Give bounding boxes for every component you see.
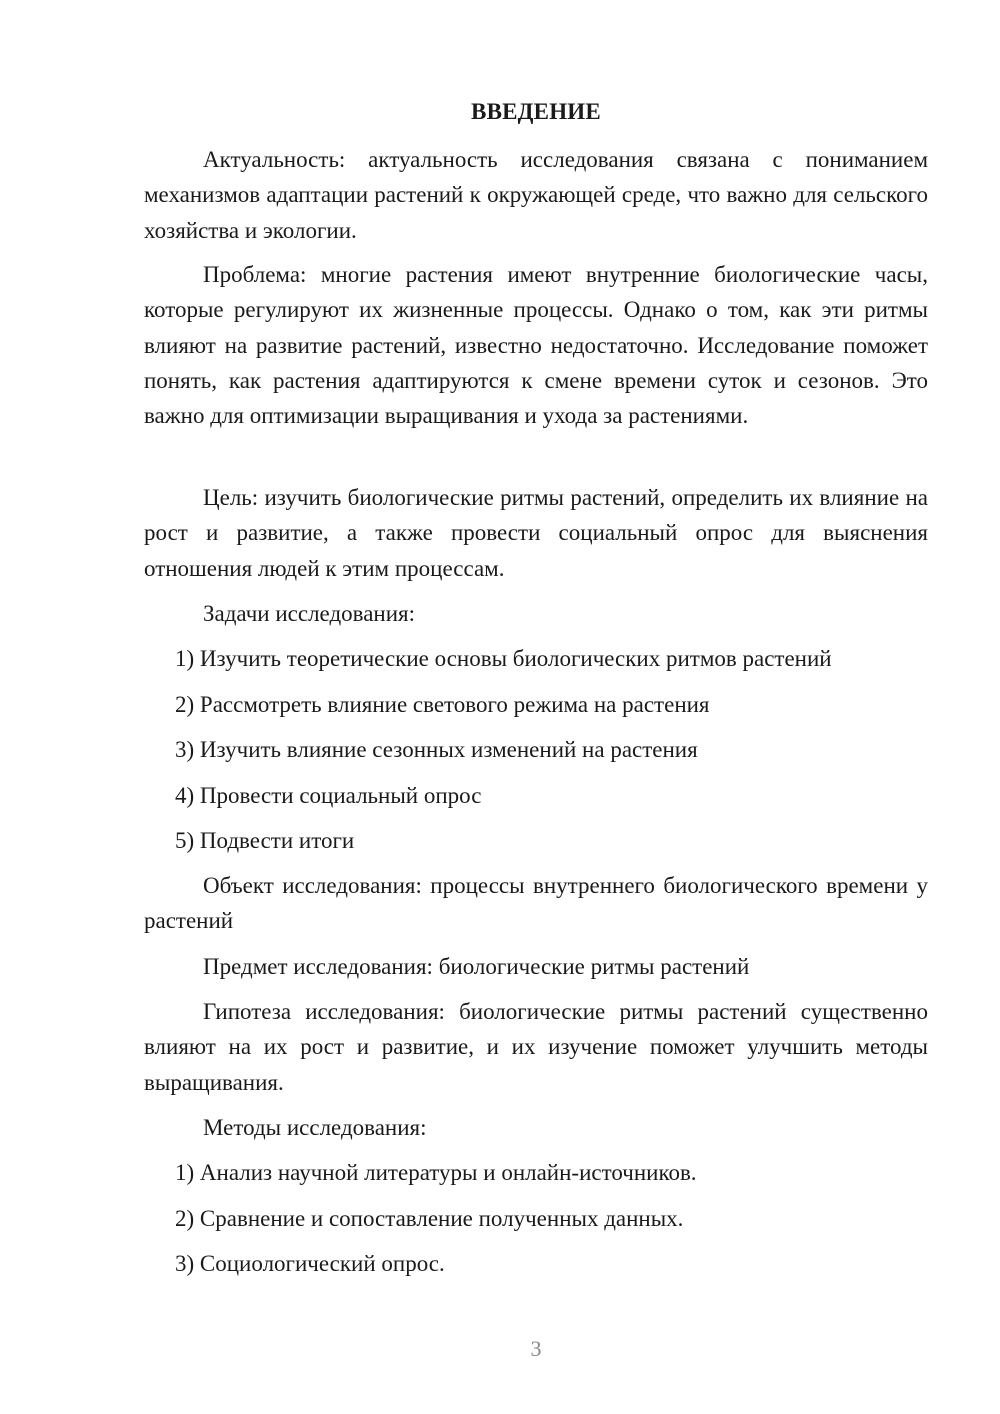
hypothesis-paragraph: Гипотеза исследования: биологические ритмы растений существенно влияют на их рост и развитие, и их изучение поможет улучшить методы выращивания. <box>144 999 928 1095</box>
page-number: 3 <box>530 1336 542 1361</box>
task-item-4: 4) Провести социальный опрос <box>175 783 482 808</box>
method-item-2: 2) Сравнение и сопоставление полученных данных. <box>175 1206 684 1231</box>
task-item-2: 2) Рассмотреть влияние светового режима на растения <box>175 692 710 717</box>
method-item-1: 1) Анализ научной литературы и онлайн-источников. <box>175 1160 697 1185</box>
object-paragraph: Объект исследования: процессы внутреннего биологического времени у растений <box>144 873 928 934</box>
relevance-paragraph: Актуальность: актуальность исследования связана с пониманием механизмов адаптации растений к окружающей среде, что важно для сельского хозяйства и экологии. <box>144 147 928 243</box>
task-item-1: 1) Изучить теоретические основы биологических ритмов растений <box>175 646 832 671</box>
task-item-3: 3) Изучить влияние сезонных изменений на растения <box>175 737 698 762</box>
section-heading: ВВЕДЕНИЕ <box>471 99 601 124</box>
tasks-title: Задачи исследования: <box>203 601 416 626</box>
goal-paragraph: Цель: изучить биологические ритмы растений, определить их влияние на рост и развитие, а также провести социальный опрос для выяснения отношения людей к этим процессам. <box>144 485 928 581</box>
methods-title: Методы исследования: <box>203 1115 427 1140</box>
problem-paragraph: Проблема: многие растения имеют внутренние биологические часы, которые регулируют их жизненные процессы. Однако о том, как эти ритмы влияют на развитие растений, известно недостаточно. Исследование поможет понять, как растения адаптируются к смене времени суток и сезонов. Это важно для оптимизации выращивания и ухода за растениями. <box>144 262 928 429</box>
method-item-3: 3) Социологический опрос. <box>175 1251 445 1276</box>
task-item-5: 5) Подвести итоги <box>175 828 355 853</box>
subject-paragraph: Предмет исследования: биологические ритмы растений <box>203 954 750 979</box>
